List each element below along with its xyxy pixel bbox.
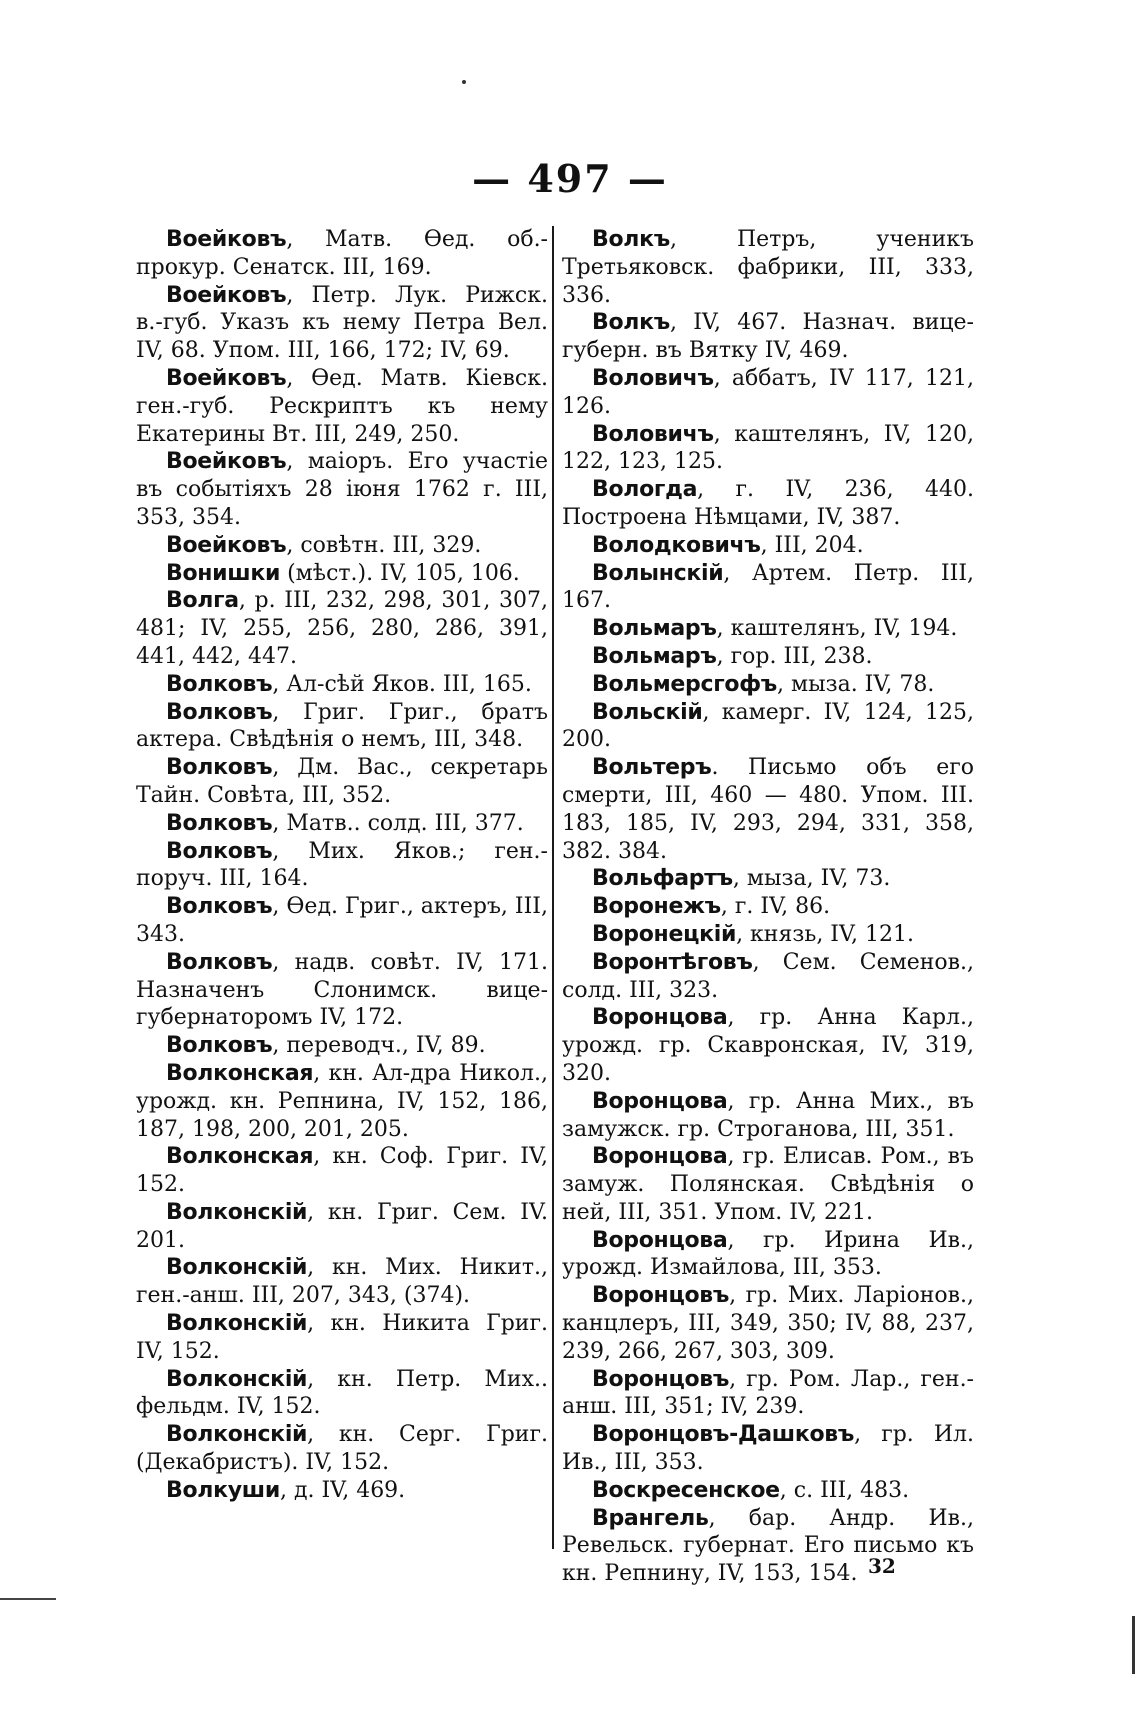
entry-references: , каштелянъ, IV, 194.: [716, 616, 958, 642]
entry-references: , Матв. Ѳед. об.-прокур. Сенатск. III, 169.: [136, 227, 548, 280]
index-entry: [136, 448, 548, 531]
entry-headword: Воронежъ: [592, 894, 721, 920]
entry-references: , Ѳед. Матв. Кіевск. ген.-губ. Рескриптъ къ нему Екатерины Вт. III, 249, 250.: [136, 365, 548, 447]
entry-headword: Воронецкій: [592, 921, 737, 947]
entry-references: , маіоръ. Его участіе въ событіяхъ 28 іюня 1762 г. III, 353, 354.: [136, 449, 548, 530]
entry-headword: Волкъ: [592, 310, 670, 336]
entry-headword: Врангель: [592, 1505, 709, 1531]
entry-headword: Воронцова: [592, 1227, 728, 1253]
index-entry: [136, 949, 548, 1032]
entry-headword: Волковъ: [166, 755, 273, 781]
entry-headword: Воейковъ: [166, 449, 287, 475]
index-entry: [562, 643, 974, 671]
entry-headword: Вольмаръ: [592, 616, 717, 642]
entry-headword: Волынскій: [592, 560, 724, 586]
index-entry: [136, 282, 548, 365]
entry-headword: Волконская: [166, 1060, 314, 1086]
index-entry: [136, 560, 548, 588]
entry-references: , кн. Петр. Мих.. фельдм. IV, 152.: [136, 1366, 548, 1420]
entry-references: , мыза, IV, 73.: [732, 866, 891, 892]
entry-headword: Воронцовъ: [592, 1366, 730, 1392]
entry-headword: Воейковъ: [166, 532, 287, 558]
index-entry: [136, 838, 548, 894]
index-entry: [562, 893, 974, 921]
entry-references: , гр. Анна Мих., въ замужск. гр. Строганова, III, 351.: [562, 1088, 974, 1142]
index-entry: [136, 671, 548, 699]
entry-headword: Вологда: [592, 477, 698, 503]
entry-references: , мыза. IV, 78.: [776, 671, 935, 697]
entry-headword: Волконскій: [166, 1255, 308, 1281]
entry-headword: Вольмаръ: [592, 643, 717, 669]
entry-references: , гр. Ирина Ив., урожд. Измайлова, III, 353.: [562, 1227, 974, 1281]
index-entry: [136, 1421, 548, 1477]
entry-headword: Воронцовъ-Дашковъ: [592, 1422, 855, 1448]
index-entry: [562, 1477, 974, 1505]
entry-headword: Волга: [166, 588, 239, 614]
entry-references: . Письмо объ его смерти, III, 460 — 480. Упом. III. 183, 185, IV, 293, 294, 331, 358, 382. 384.: [562, 755, 974, 864]
index-entry: [136, 1477, 548, 1505]
entry-references: , Ал-сѣй Яков. III, 165.: [272, 671, 532, 697]
entry-references: , гр. Ром. Лар., ген.-анш. III, 351; IV, 239.: [562, 1366, 974, 1420]
entry-references: , камерг. IV, 124, 125, 200.: [562, 699, 974, 753]
entry-references: , Артем. Петр. III, 167.: [562, 560, 974, 614]
entry-headword: Воронтѣговъ: [592, 949, 753, 975]
entry-references: , кн. Ал-дра Никол., урожд. кн. Репнина, IV, 152, 186, 187, 198, 200, 201, 205.: [136, 1060, 548, 1142]
index-entry: [136, 810, 548, 838]
entry-references: , кн. Соф. Григ. IV, 152.: [136, 1144, 548, 1198]
index-entry: [562, 1227, 974, 1283]
entry-headword: Волконскій: [166, 1366, 308, 1392]
entry-references: , Ѳед. Григ., актеръ, III, 343.: [136, 894, 548, 947]
index-entry: [562, 699, 974, 755]
entry-references: , переводч., IV, 89.: [272, 1033, 486, 1059]
entry-references: , каштелянъ, IV, 120, 122, 123, 125.: [562, 421, 974, 475]
entry-references: , аббатъ, IV 117, 121, 126.: [562, 365, 974, 419]
entry-headword: Волковъ: [166, 1033, 273, 1059]
index-entry: [562, 226, 974, 309]
entry-headword: Волковъ: [166, 894, 273, 920]
index-entry: [562, 615, 974, 643]
entry-headword: Волковъ: [166, 838, 273, 864]
page-number: — 497 —: [472, 156, 668, 201]
index-entry: [136, 1254, 548, 1310]
entry-references: , IV, 467. Назнач. вице-губерн. въ Вятку IV, 469.: [562, 310, 974, 364]
index-entry: [562, 1143, 974, 1226]
entry-references: , Петр. Лук. Рижск. в.-губ. Указъ къ нему Петра Вел. IV, 68. Упом. III, 166, 172; IV, 69.: [136, 282, 548, 364]
entry-headword: Воронцовъ: [592, 1283, 730, 1309]
entry-references: , Петръ, ученикъ Третьяковск. фабрики, III, 333, 336.: [562, 227, 974, 308]
index-entry: [562, 560, 974, 616]
index-entry: [136, 532, 548, 560]
entry-references: , Григ. Григ., братъ актера. Свѣдѣнія о немъ, III, 348.: [136, 699, 548, 753]
index-entry: [136, 893, 548, 949]
margin-scan-mark: [1132, 1616, 1135, 1674]
entry-references: , д. IV, 469.: [279, 1477, 406, 1503]
index-entry: [136, 754, 548, 810]
entry-headword: Волковъ: [166, 810, 273, 836]
entry-headword: Воейковъ: [166, 282, 287, 308]
index-entry: [562, 365, 974, 421]
entry-headword: Волкуши: [166, 1477, 280, 1503]
entry-references: , князь, IV, 121.: [736, 921, 915, 947]
entry-headword: Волконскій: [166, 1311, 308, 1337]
index-entry: [562, 1282, 974, 1365]
entry-headword: Волконскій: [166, 1199, 308, 1225]
index-entry: [562, 421, 974, 477]
entry-headword: Воловичъ: [592, 421, 714, 447]
index-entry: [136, 1310, 548, 1366]
index-entry: [562, 1505, 974, 1588]
column-divider: [552, 226, 554, 1549]
entry-headword: Володковичъ: [592, 532, 761, 558]
entry-references: , гр. Ил. Ив., III, 353.: [562, 1422, 974, 1476]
entry-headword: Вольмерсгофъ: [592, 671, 777, 697]
entry-headword: Волковъ: [166, 671, 273, 697]
index-column-right: [562, 226, 974, 1588]
entry-headword: Воронцова: [592, 1088, 728, 1114]
entry-references: , Сем. Семенов., солд. III, 323.: [562, 949, 974, 1003]
entry-headword: Волковъ: [166, 699, 273, 725]
entry-references: , гр. Елисав. Ром., въ замуж. Полянская. Свѣдѣнія о ней, III, 351. Упом. IV, 221.: [562, 1144, 974, 1225]
index-entry: [562, 476, 974, 532]
entry-references: , гр. Анна Карл., урожд. гр. Скавронская, IV, 319, 320.: [562, 1005, 974, 1086]
index-entry: [136, 1199, 548, 1255]
entry-references: , кн. Григ. Сем. IV. 201.: [136, 1199, 548, 1253]
entry-headword: Волконскій: [166, 1422, 308, 1448]
entry-headword: Волкъ: [592, 227, 670, 252]
entry-references: , кн. Серг. Григ. (Декабристъ). IV, 152.: [136, 1422, 548, 1476]
index-entry: [562, 865, 974, 893]
entry-references: , III, 204.: [760, 532, 864, 558]
entry-references: , бар. Андр. Ив., Ревельск. губернат. Его письмо къ кн. Репнину, IV, 153, 154.: [562, 1505, 974, 1587]
index-entry: [136, 1366, 548, 1422]
index-entry: [136, 1060, 548, 1143]
entry-headword: Вольтеръ: [592, 755, 712, 781]
index-entry: [562, 671, 974, 699]
entry-references: , Матв.. солд. III, 377.: [272, 810, 524, 836]
index-column-left: [136, 226, 548, 1505]
index-entry: [562, 532, 974, 560]
entry-references: , с. III, 483.: [779, 1477, 910, 1503]
entry-headword: Волконская: [166, 1144, 314, 1170]
entry-references: , г. IV, 86.: [720, 894, 831, 920]
entry-references: , г. IV, 236, 440. Построена Нѣмцами, IV, 387.: [562, 477, 974, 530]
index-entry: [136, 365, 548, 448]
entry-references: , кн. Никита Григ. IV, 152.: [136, 1311, 548, 1364]
index-entry: [136, 587, 548, 670]
index-entry: [562, 921, 974, 949]
printer-signature-mark: 32: [868, 1554, 896, 1578]
entry-headword: Воронцова: [592, 1144, 728, 1170]
index-entry: [562, 1366, 974, 1422]
entry-headword: Волковъ: [166, 949, 273, 975]
index-entry: [136, 699, 548, 755]
entry-references: , надв. совѣт. IV, 171. Назначенъ Слонимск. вице-губернаторомъ IV, 172.: [136, 949, 548, 1031]
entry-references: , Мих. Яков.; ген.-поруч. III, 164.: [136, 838, 548, 892]
index-entry: [562, 1421, 974, 1477]
entry-references: (мѣст.). IV, 105, 106.: [280, 560, 520, 586]
index-entry: [136, 1032, 548, 1060]
margin-scan-mark: [0, 1598, 56, 1600]
entry-headword: Воловичъ: [592, 365, 714, 391]
entry-headword: Воейковъ: [166, 227, 287, 252]
entry-references: , гор. III, 238.: [716, 643, 873, 669]
print-speck: [462, 80, 466, 84]
entry-references: , гр. Мих. Ларіонов., канцлеръ, III, 349, 350; IV, 88, 237, 239, 266, 267, 303, 309.: [562, 1283, 974, 1364]
entry-references: , Дм. Вас., секретарь Тайн. Совѣта, III, 352.: [136, 755, 548, 808]
index-entry: [136, 226, 548, 282]
index-entry: [562, 1004, 974, 1087]
index-entry: [562, 754, 974, 865]
entry-references: , совѣтн. III, 329.: [286, 532, 482, 558]
entry-headword: Вольскій: [592, 699, 703, 725]
entry-headword: Воейковъ: [166, 365, 287, 391]
index-entry: [562, 949, 974, 1005]
entry-headword: Воскресенское: [592, 1477, 780, 1503]
entry-references: , кн. Мих. Никит., ген.-анш. III, 207, 343, (374).: [136, 1255, 548, 1309]
entry-references: , р. III, 232, 298, 301, 307, 481; IV, 255, 256, 280, 286, 391, 441, 442, 447.: [136, 588, 548, 669]
entry-headword: Вольфартъ: [592, 866, 733, 892]
entry-headword: Воронцова: [592, 1005, 728, 1031]
index-entry: [562, 309, 974, 365]
index-entry: [562, 1088, 974, 1144]
entry-headword: Вонишки: [166, 560, 281, 586]
index-entry: [136, 1143, 548, 1199]
